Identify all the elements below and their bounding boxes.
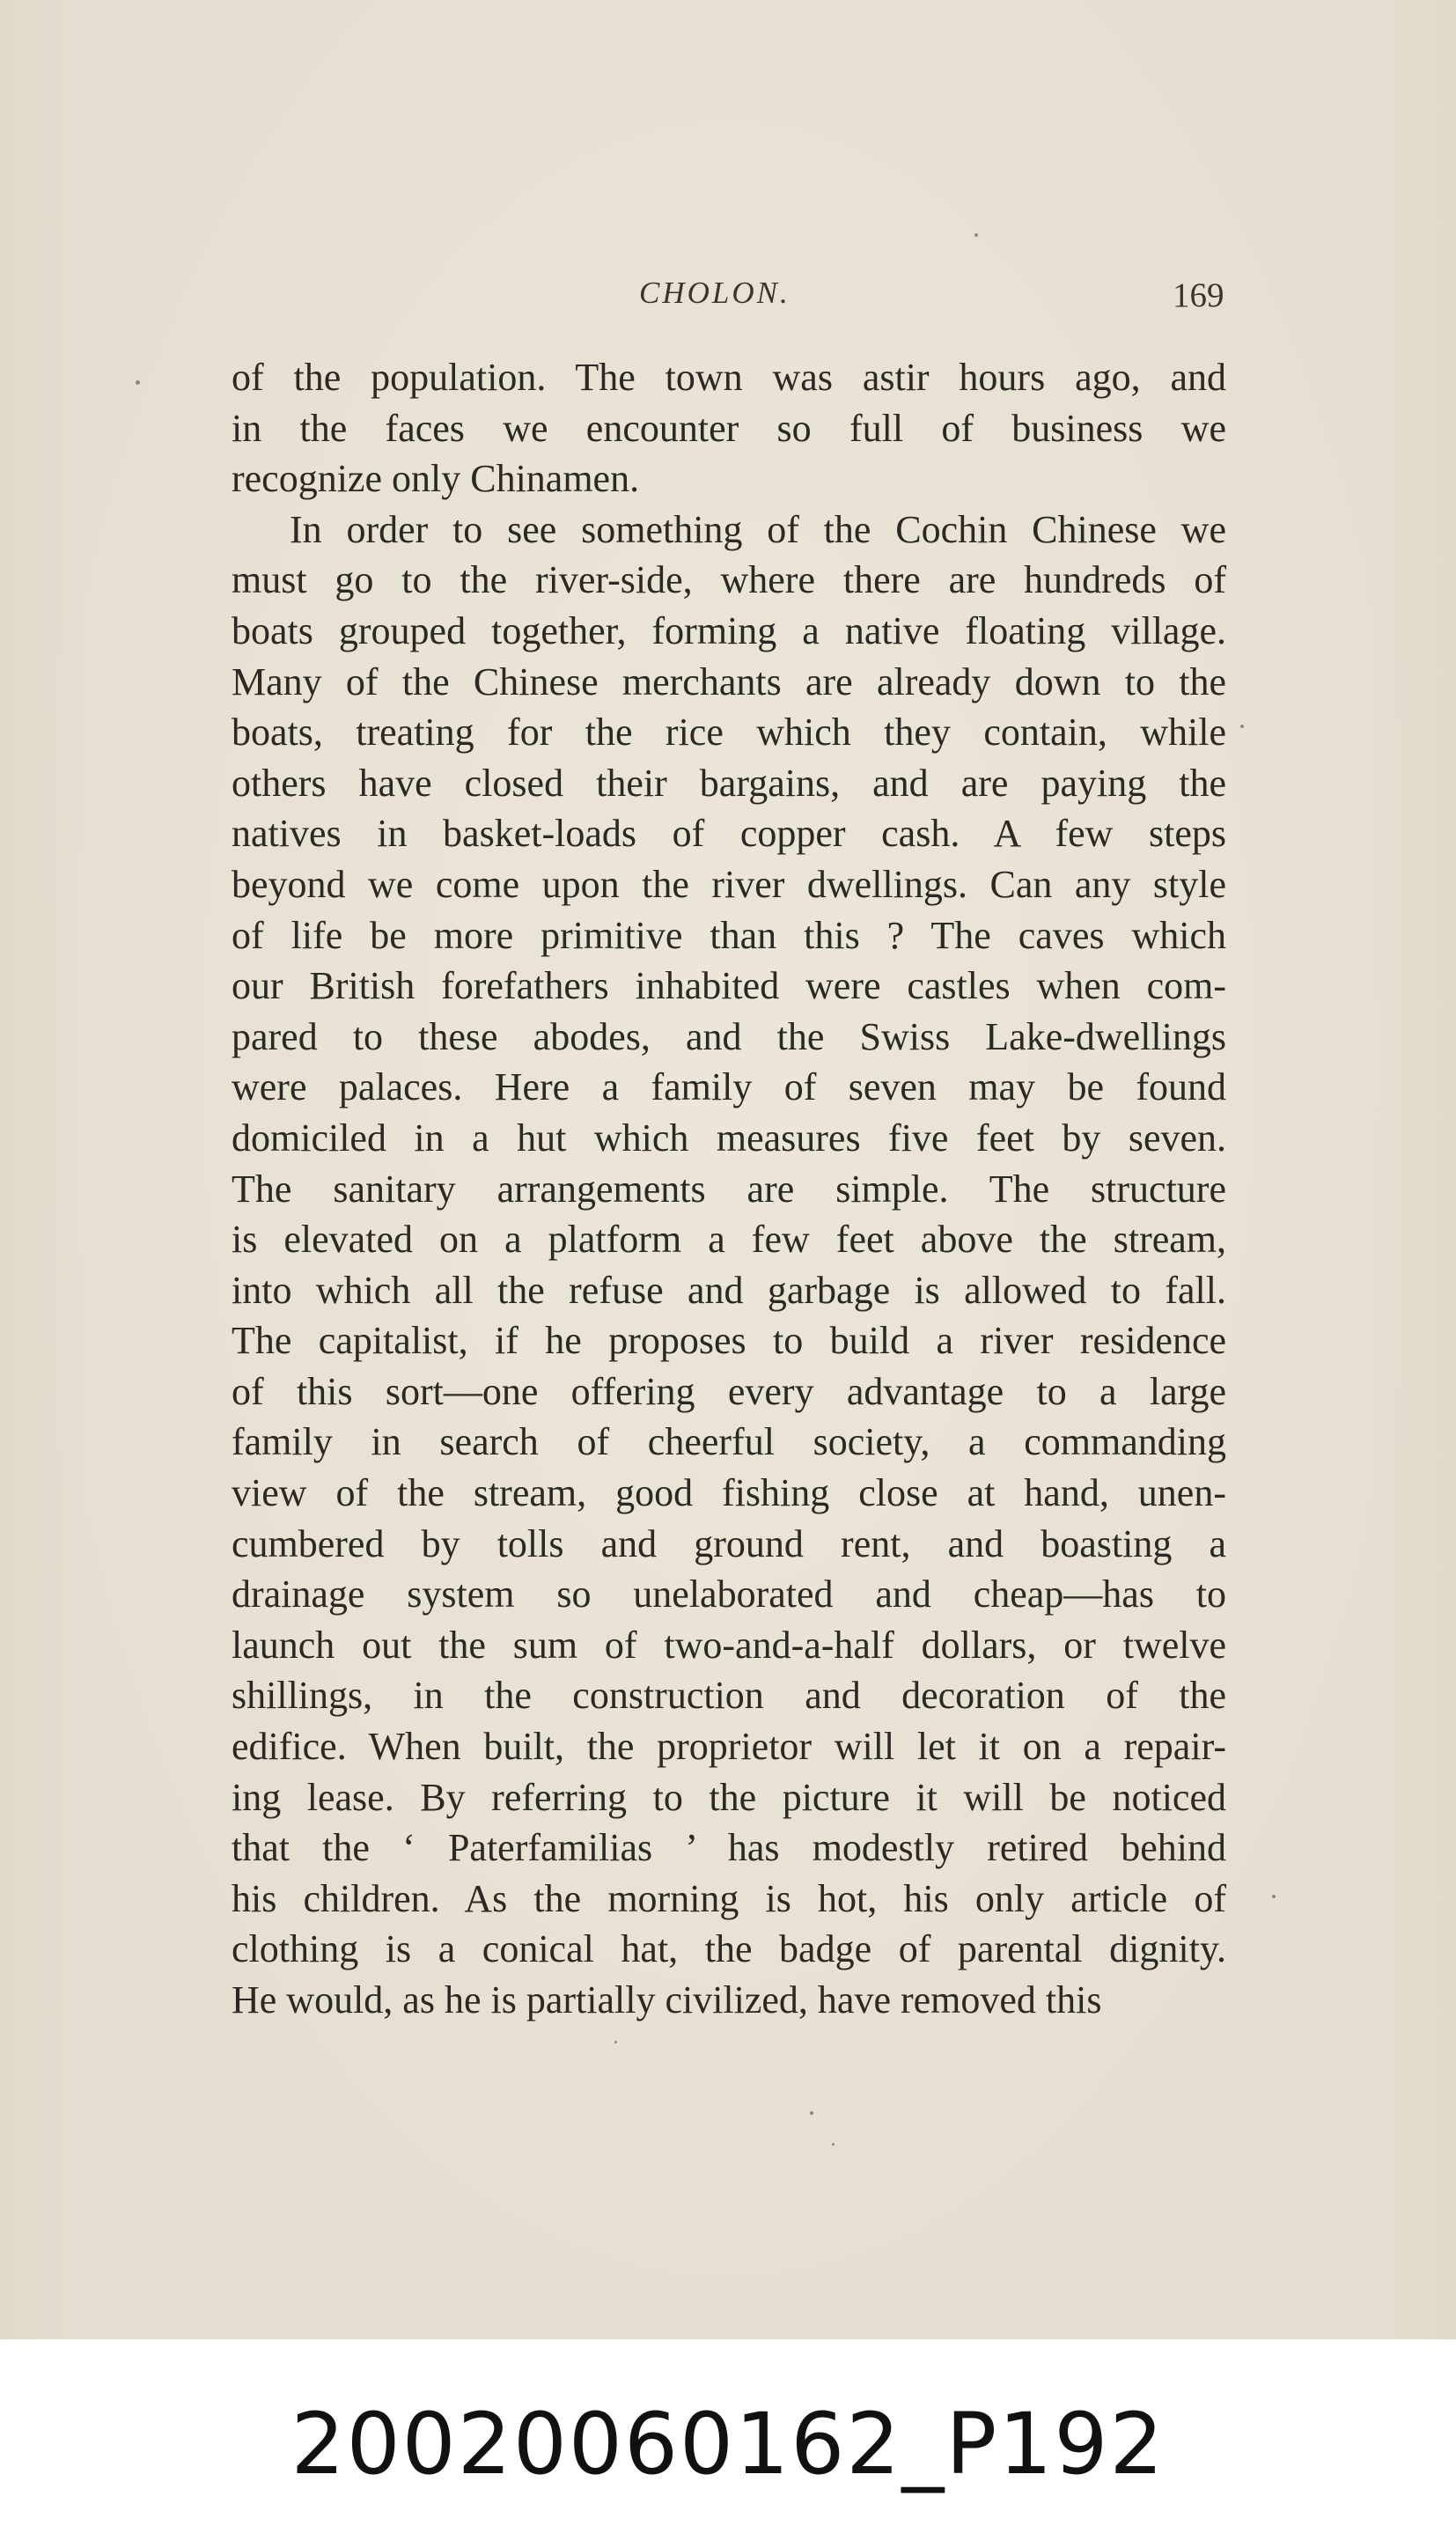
text-line: He would, as he is partially civilized, have removed this [232,1978,1102,2021]
text-line: Many of the Chinese merchants are already down to the [232,659,1226,703]
text-line: view of the stream, good fishing close at hand, unen- [232,1471,1226,1515]
text-line: our British forefathers inhabited were castles when com- [232,964,1226,1008]
page-number: 169 [1173,276,1224,314]
text-line: were palaces. Here a family of seven may be found [232,1065,1226,1109]
text-line: domiciled in a hut which measures five feet by seven. [232,1116,1226,1160]
text-line: must go to the river-side, where there are hundreds of [232,558,1226,602]
text-line: into which all the refuse and garbage is allowed to fall. [232,1268,1226,1312]
paper-speck [136,380,140,385]
paper-speck [1240,725,1244,728]
text-line: natives in basket-loads of copper cash. A few steps [232,812,1226,856]
text-line: The capitalist, if he proposes to build a river residence [232,1319,1226,1363]
text-line: launch out the sum of two-and-a-half dollars, or twelve [232,1623,1226,1667]
text-line: beyond we come upon the river dwellings. Can any style [232,862,1226,906]
text-line: shillings, in the construction and decoration of the [232,1674,1226,1718]
text-line: cumbered by tolls and ground rent, and boasting a [232,1521,1226,1565]
text-line: pared to these abodes, and the Swiss Lake-dwellings [232,1014,1226,1058]
text-line: of life be more primitive than this ? The caves which [232,913,1226,957]
text-line: ing lease. By referring to the picture it will be noticed [232,1775,1226,1819]
text-line: clothing is a conical hat, the badge of parental dignity. [232,1927,1226,1971]
text-line: of the population. The town was astir hours ago, and [232,356,1226,399]
text-line: of this sort—one offering every advantage to a large [232,1369,1226,1413]
text-line: that the ‘ Paterfamilias ’ has modestly retired behind [232,1826,1226,1870]
running-head: CHOLON. [639,276,791,310]
paper-speck [974,233,978,237]
text-line: others have closed their bargains, and are paying the [232,761,1226,805]
text-line: In order to see something of the Cochin Chinese we [290,507,1226,551]
text-line: edifice. When built, the proprietor will let it on a repair- [232,1725,1226,1769]
text-line: is elevated on a platform a few feet above the stream, [232,1218,1226,1262]
text-line: drainage system so unelaborated and cheap—has to [232,1572,1226,1616]
text-line: his children. As the morning is hot, his only article of [232,1876,1226,1920]
text-line: boats grouped together, forming a native floating village. [232,608,1226,652]
text-line: The sanitary arrangements are simple. The structure [232,1167,1226,1211]
paper-speck [832,2143,835,2146]
text-line: family in search of cheerful society, a commanding [232,1420,1226,1464]
text-line: boats, treating for the rice which they contain, while [232,711,1226,755]
body-text [232,352,1226,2026]
paper-speck [1272,1895,1276,1898]
paper-speck [810,2111,813,2115]
text-line: in the faces we encounter so full of business we [232,406,1226,450]
paper-speck [614,2041,617,2044]
document-identifier: 20020060162_P192 [290,2395,1166,2493]
text-line: recognize only Chinamen. [232,457,640,501]
